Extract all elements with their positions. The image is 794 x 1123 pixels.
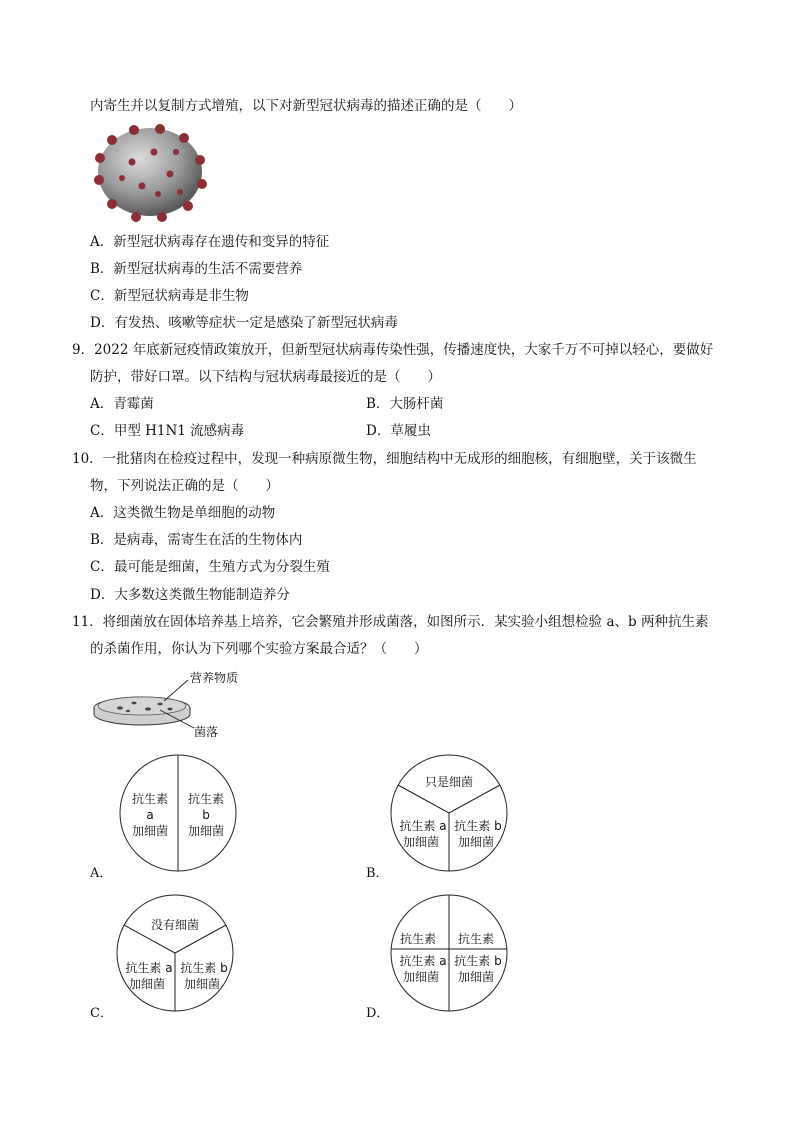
q9-option-a: A．青霉菌: [90, 396, 154, 412]
diagram-a-right-1: 抗生素: [187, 792, 225, 806]
option-c-letter: C．: [90, 1006, 113, 1021]
diagram-d: [388, 893, 512, 1015]
q9-stem-line2: 防护，带好口罩。以下结构与冠状病毒最接近的是（ ）: [90, 369, 441, 385]
diagram-a-right-3: 加细菌: [187, 824, 225, 838]
q9-option-b: B．大肠杆菌: [366, 396, 444, 412]
option-a-letter: A．: [90, 866, 113, 881]
q10-option-a: A．这类微生物是单细胞的动物: [90, 505, 276, 521]
q8-stem-tail: 内寄生并以复制方式增殖，以下对新型冠状病毒的描述正确的是（ ）: [90, 98, 522, 114]
diagram-b-right-2: 加细菌: [457, 835, 495, 849]
q9-option-c: C．甲型 H1N1 流感病毒: [90, 423, 245, 439]
diagram-d-left-1: 抗生素 a: [399, 954, 447, 968]
q11-stem-line1: 11．将细菌放在固体培养基上培养，它会繁殖并形成菌落，如图所示．某实验小组想检验 a、b 两种抗生素: [72, 614, 709, 630]
coronavirus-image: [92, 122, 214, 224]
nutrient-label: 营养物质: [190, 671, 239, 685]
q8-option-a: A．新型冠状病毒存在遗传和变异的特征: [90, 234, 330, 250]
diagram-b: [388, 753, 512, 875]
q9-option-d: D．草履虫: [366, 423, 431, 439]
diagram-b-top: 只是细菌: [424, 775, 474, 789]
q10-option-c: C．最可能是细菌，生殖方式为分裂生殖: [90, 559, 330, 575]
diagram-c: [114, 893, 238, 1015]
diagram-d-top-left: 抗生素: [399, 932, 437, 946]
diagram-a: [118, 753, 240, 875]
q10-stem-line1: 10．一批猪肉在检疫过程中，发现一种病原微生物，细胞结构中无成形的细胞核，有细胞壁，关于该微生: [72, 451, 697, 467]
diagram-d-right-1: 抗生素 b: [454, 954, 502, 968]
q8-option-b: B．新型冠状病毒的生活不需要营养: [90, 261, 303, 277]
diagram-d-left-2: 加细菌: [402, 970, 440, 984]
diagram-a-left-3: 加细菌: [131, 824, 169, 838]
diagram-a-right-2: b: [202, 808, 210, 822]
q11-stem-line2: 的杀菌作用，你认为下列哪个实验方案最合适？（ ）: [90, 641, 428, 657]
q10-stem-line2: 物，下列说法正确的是（ ）: [90, 478, 279, 494]
diagram-d-right-2: 加细菌: [457, 970, 495, 984]
diagram-d-top-right: 抗生素: [457, 932, 495, 946]
diagram-c-top: 没有细菌: [150, 918, 200, 932]
q9-stem-line1: 9．2022 年底新冠疫情政策放开，但新型冠状病毒传染性强，传播速度快，大家千万不可掉以轻心，要做好: [72, 342, 714, 358]
q8-option-d: D．有发热、咳嗽等症状一定是感染了新型冠状病毒: [90, 315, 398, 331]
diagram-a-left-2: a: [146, 808, 154, 822]
diagram-c-left-1: 抗生素 a: [125, 961, 173, 975]
option-d-letter: D．: [366, 1006, 390, 1021]
petri-dish-diagram: [90, 668, 260, 744]
diagram-c-right-2: 加细菌: [183, 977, 221, 991]
q10-option-d: D．大多数这类微生物能制造养分: [90, 587, 290, 603]
diagram-b-left-1: 抗生素 a: [399, 819, 447, 833]
diagram-b-right-1: 抗生素 b: [454, 819, 502, 833]
option-b-letter: B．: [366, 866, 389, 881]
diagram-c-left-2: 加细菌: [128, 977, 166, 991]
colony-label: 菌落: [194, 725, 219, 739]
diagram-a-left-1: 抗生素: [131, 792, 169, 806]
diagram-b-left-2: 加细菌: [402, 835, 440, 849]
q8-option-c: C．新型冠状病毒是非生物: [90, 288, 249, 304]
diagram-c-right-1: 抗生素 b: [180, 961, 228, 975]
q10-option-b: B．是病毒，需寄生在活的生物体内: [90, 532, 303, 548]
